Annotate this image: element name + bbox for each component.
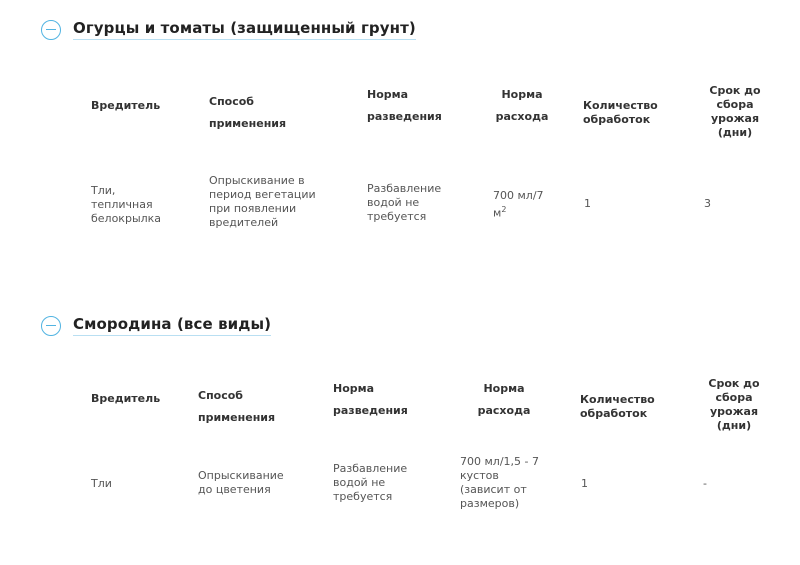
col-header-term bbox=[699, 377, 769, 433]
cell-consumption bbox=[460, 455, 539, 511]
col-header-term-line1: Срок до bbox=[708, 377, 760, 390]
cell-method-line2: до цветения bbox=[198, 483, 271, 496]
cell-dilution-line2: водой не bbox=[333, 476, 386, 489]
cell-consumption-line2 bbox=[493, 203, 544, 221]
cell-consumption-line1: 700 мл/7 bbox=[493, 189, 544, 202]
cell-dilution-line1: Разбавление bbox=[367, 182, 442, 195]
col-header-pest: Вредитель bbox=[91, 392, 161, 405]
col-header-method-line2: применения bbox=[198, 411, 276, 424]
cell-pest-line3: белокрылка bbox=[91, 212, 162, 225]
section-header[interactable] bbox=[41, 19, 416, 40]
cell-method bbox=[198, 469, 284, 497]
cell-method-line4: вредителей bbox=[209, 216, 279, 229]
col-header-count bbox=[580, 393, 655, 421]
cell-count: 1 bbox=[581, 477, 588, 490]
cell-consumption-line3: (зависит от bbox=[460, 483, 527, 496]
col-header-method-line1: Способ bbox=[198, 389, 243, 402]
col-header-method-line1: Способ bbox=[209, 95, 254, 108]
cell-dilution-line3: требуется bbox=[367, 210, 427, 223]
cell-consumption-superscript: 2 bbox=[501, 205, 507, 214]
cell-pest-line1: Тли, bbox=[91, 184, 116, 197]
col-header-count-line2: обработок bbox=[580, 407, 648, 420]
cell-dilution-line2: водой не bbox=[367, 196, 420, 209]
col-header-term-line2: сбора bbox=[716, 98, 754, 111]
col-header-dilution-line2: разведения bbox=[367, 110, 442, 123]
col-header-count-line1: Количество bbox=[583, 99, 658, 112]
collapse-minus-icon[interactable] bbox=[41, 316, 61, 336]
collapse-minus-icon[interactable] bbox=[41, 20, 61, 40]
col-header-consumption bbox=[468, 378, 540, 422]
col-header-dilution-line2: разведения bbox=[333, 404, 408, 417]
cell-method bbox=[209, 174, 316, 230]
col-header-consumption-line1: Норма bbox=[483, 382, 525, 395]
cell-method-line3: при появлении bbox=[209, 202, 297, 215]
col-header-count-line2: обработок bbox=[583, 113, 651, 126]
cell-pest: Тли bbox=[91, 477, 112, 490]
cell-count: 1 bbox=[584, 197, 591, 210]
col-header-consumption-line2: расхода bbox=[495, 110, 549, 123]
cell-dilution bbox=[333, 462, 407, 504]
col-header-term-line3: урожая bbox=[710, 112, 760, 125]
col-header-dilution-line1: Норма bbox=[333, 382, 375, 395]
col-header-method bbox=[198, 385, 275, 429]
col-header-method bbox=[209, 91, 286, 135]
cell-term: 3 bbox=[704, 197, 711, 210]
col-header-dilution bbox=[367, 84, 442, 128]
col-header-dilution-line1: Норма bbox=[367, 88, 409, 101]
col-header-pest: Вредитель bbox=[91, 99, 161, 112]
cell-term: - bbox=[703, 477, 707, 490]
col-header-term-line1: Срок до bbox=[709, 84, 761, 97]
col-header-term-line4: (дни) bbox=[716, 419, 752, 432]
cell-dilution bbox=[367, 182, 441, 224]
cell-consumption-line1: 700 мл/1,5 - 7 bbox=[460, 455, 539, 468]
col-header-term-line2: сбора bbox=[715, 391, 753, 404]
cell-method-line1: Опрыскивание в bbox=[209, 174, 305, 187]
col-header-consumption bbox=[486, 84, 558, 128]
cell-dilution-line1: Разбавление bbox=[333, 462, 408, 475]
cell-dilution-line3: требуется bbox=[333, 490, 393, 503]
col-header-count-line1: Количество bbox=[580, 393, 655, 406]
cell-consumption bbox=[493, 189, 544, 221]
col-header-term-line3: урожая bbox=[709, 405, 759, 418]
cell-method-line1: Опрыскивание bbox=[198, 469, 284, 482]
col-header-consumption-line2: расхода bbox=[477, 404, 531, 417]
section-header[interactable] bbox=[41, 315, 271, 336]
cell-pest-line2: тепличная bbox=[91, 198, 153, 211]
col-header-method-line2: применения bbox=[209, 117, 287, 130]
cell-consumption-line2: кустов bbox=[460, 469, 499, 482]
cell-method-line2: период вегетации bbox=[209, 188, 316, 201]
col-header-term bbox=[700, 84, 770, 140]
cell-pest bbox=[91, 184, 161, 226]
col-header-term-line4: (дни) bbox=[717, 126, 753, 139]
section-title[interactable]: Огурцы и томаты (защищенный грунт) bbox=[73, 19, 416, 40]
col-header-count bbox=[583, 99, 658, 127]
cell-consumption-unit: м bbox=[493, 206, 502, 220]
section-title[interactable]: Смородина (все виды) bbox=[73, 315, 271, 336]
col-header-dilution bbox=[333, 378, 408, 422]
cell-consumption-line4: размеров) bbox=[460, 497, 520, 510]
col-header-consumption-line1: Норма bbox=[501, 88, 543, 101]
